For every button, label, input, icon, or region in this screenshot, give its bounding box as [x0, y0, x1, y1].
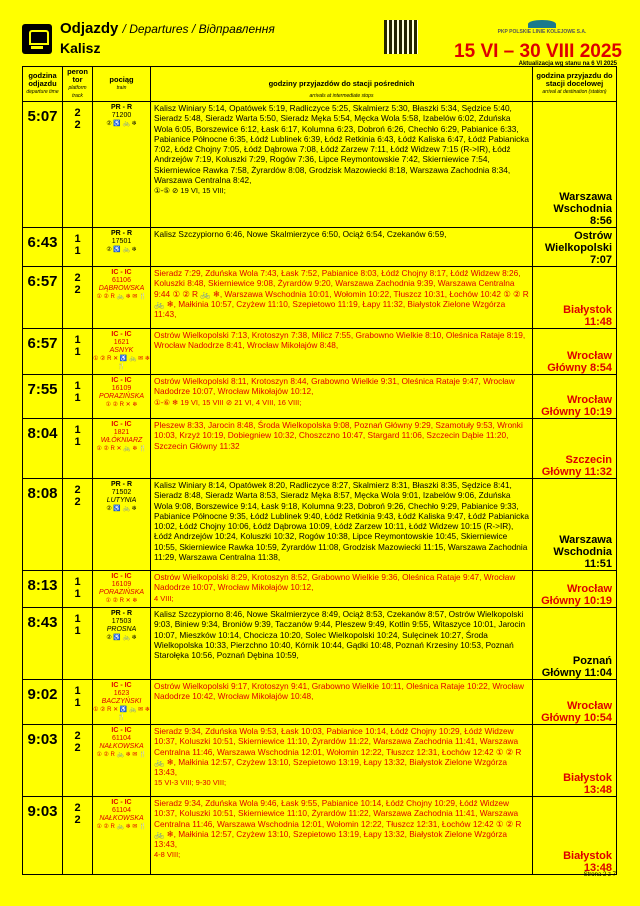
col-train: pociąg train	[93, 67, 151, 102]
intermediate-stops: Sieradz 9:34, Zduńska Wola 9:46, Łask 9:55, Pabianice 10:14, Łódź Chojny 10:29, Łódź Widzew 10:37, Koluszki 10:51, Skierniewice 11:10, Żyrardów 11:22, Warszawa Zachodnia 11:41, Warszawa Centralna 11:46, Warszawa Wschodnia 12:01, Wołomin 12:22, Tłuszcz 12:31, Łochów 12:42 ① ② R 🚲 ❄, Małkinia 12:57, Czyżew 13:10, Szepietowo 13:19, Łapy 13:32, Białystok Zielone Wzgórza 13:43, 4-8 VIII;	[151, 797, 533, 875]
timetable	[22, 66, 617, 875]
amenity-icons: ① ② R ✕ ♿ 🚲 ✉ ❄ 🍴	[93, 356, 150, 370]
intermediate-stops: Ostrów Wielkopolski 7:13, Krotoszyn 7:38, Milicz 7:55, Grabowno Wielkie 8:10, Oleśnica Rataje 8:19, Wrocław Nadodrze 8:41, Wrocław Mikołajów 8:48,	[151, 329, 533, 375]
departure-time: 6:57	[23, 329, 63, 375]
departure-time: 8:04	[23, 419, 63, 479]
destination: Szczecin Główny 11:32	[533, 419, 617, 479]
platform-track: 1 1	[63, 419, 93, 479]
service-note: 4-8 VIII;	[154, 850, 181, 860]
col-platform: peron tor platform track	[63, 67, 93, 102]
amenity-icons: ① ② R ✕ ♿ 🚲 ✉ ❄ 🍴	[93, 707, 150, 721]
amenity-icons: ① ② R ✕ 🚲 ❄ 🍴	[96, 446, 147, 452]
departure-time: 6:57	[23, 267, 63, 329]
validity-period: 15 VI – 30 VIII 2025	[454, 41, 622, 62]
destination: Warszawa Wschodnia 11:51	[533, 479, 617, 571]
amenity-icons: ① ② R 🚲 ❄ ✉ 🍴	[96, 294, 147, 300]
train-info: IC - IC 16109 PORAZIŃSKA ① ② R ✕ ❄	[93, 571, 151, 608]
departure-time: 8:13	[23, 571, 63, 608]
intermediate-stops: Kalisz Winiary 8:14, Opatówek 8:20, Radliczyce 8:27, Skalmierz 8:31, Błaszki 8:35, Sędzice 8:41, Sieradz 8:48, Sieradz Warta 8:53, Sieradz Męka 8:57, Męcka Wola 9:01, Izabelów 9:06, Zduńska Wola 9:08, Borszewice 9:14, Łask 9:18, Kolumna 9:23, Dobroń 9:26, Chechło 9:29, Pabianice 9:33, Pabianice Północne 9:35, Łódź Lublinek 9:40, Łódź Retkinia 9:43, Łódź Kaliska 9:47, Łódź Pabianicka 10:02, Łódź Chojny 10:06, Łódź Dąbrowa 10:09, Łódź Zarzew 10:11, Łódź Widzew 10:15 (R->IR), Łódź Andrzejów 10:24, Koluszki 10:32, Rogów 10:38, Lipce Reymontowskie 10:45, Skierniewice 10:55, Skierniewice Rawka 10:59, Żyrardów 11:08, Grodzisk Mazowiecki 11:15, Warszawa Zachodnia 11:29, Warszawa Centralna 11:38,	[151, 479, 533, 571]
departure-time: 8:43	[23, 608, 63, 680]
departure-row[interactable]	[23, 608, 617, 680]
amenity-icons: ① ② R ✕ ❄	[105, 402, 138, 408]
destination: Warszawa Wschodnia 8:56	[533, 102, 617, 228]
destination: Wrocław Główny 8:54	[533, 329, 617, 375]
platform-track: 2 2	[63, 797, 93, 875]
header	[22, 20, 622, 68]
departure-row[interactable]	[23, 419, 617, 479]
amenity-icons: ② ♿ 🚲 ❄	[106, 635, 137, 641]
destination: Wrocław Główny 10:54	[533, 680, 617, 725]
intermediate-stops: Ostrów Wielkopolski 8:11, Krotoszyn 8:44, Grabowno Wielkie 9:31, Oleśnica Rataje 9:47, Wrocław Nadodrze 10:07, Wrocław Mikołajów 10:12, ①-⑥ ❄ 19 VI, 15 VIII ⊘ 21 VI, 4 VIII, 16 VIII;	[151, 375, 533, 419]
destination: Wrocław Główny 10:19	[533, 571, 617, 608]
platform-track: 2 2	[63, 725, 93, 797]
train-icon	[22, 24, 52, 54]
destination: Poznań Główny 11:04	[533, 608, 617, 680]
train-info: IC - IC 61104 NAŁKOWSKA ① ② R 🚲 ❄ ✉ 🍴	[93, 725, 151, 797]
departure-time: 8:08	[23, 479, 63, 571]
platform-track: 2 2	[63, 479, 93, 571]
col-stops: godziny przyjazdów do stacji pośrednich arrivals at intermediate stops	[151, 67, 533, 102]
platform-track: 2 2	[63, 102, 93, 228]
platform-track: 1 1	[63, 608, 93, 680]
departure-row[interactable]	[23, 375, 617, 419]
departure-row[interactable]	[23, 228, 617, 267]
destination: Białystok 11:48	[533, 267, 617, 329]
intermediate-stops: Kalisz Szczypiorno 6:46, Nowe Skalmierzyce 6:50, Ociąż 6:54, Czekanów 6:59,	[151, 228, 533, 267]
qr-code-icon[interactable]	[384, 20, 418, 54]
service-note: ①-⑥ ❄ 19 VI, 15 VIII ⊘ 21 VI, 4 VIII, 16 VIII;	[154, 397, 302, 407]
train-info: IC - IC 1621 ASNYK ① ② R ✕ ♿ 🚲 ✉ ❄ 🍴	[93, 329, 151, 375]
destination: Białystok 13:48	[533, 797, 617, 875]
platform-track: 1 1	[63, 329, 93, 375]
departure-time: 9:03	[23, 797, 63, 875]
intermediate-stops: Kalisz Szczypiorno 8:46, Nowe Skalmierzyce 8:49, Ociąż 8:53, Czekanów 8:57, Ostrów Wielkopolski 9:03, Biniew 9:34, Broniów 9:39, Taczanów 9:44, Pleszew 9:49, Kotlin 9:55, Witaszyce 10:01, Jarocin 10:07, Mieszków 10:14, Chocicza 10:20, Solec Wielkopolski 10:24, Sulęcinek 10:27, Środa Wielkopolska 10:33, Pierzchno 10:40, Kórnik 10:44, Gądki 10:48, Poznań Krzesiny 10:53, Poznań Starołęka 10:56, Poznań Dębina 10:59,	[151, 608, 533, 680]
amenity-icons: ② ♿ 🚲 ❄	[106, 247, 137, 253]
departure-time: 7:55	[23, 375, 63, 419]
train-info: PR - R 71200 ② ♿ 🚲 ❄	[93, 102, 151, 228]
train-info: IC - IC 61106 DĄBROWSKA ① ② R 🚲 ❄ ✉ 🍴	[93, 267, 151, 329]
train-info: PR - R 71502 LUTYNIA ② ♿ 🚲 ❄	[93, 479, 151, 571]
platform-track: 1 1	[63, 375, 93, 419]
departure-time: 9:02	[23, 680, 63, 725]
intermediate-stops: Ostrów Wielkopolski 9:17, Krotoszyn 9:41, Grabowno Wielkie 10:11, Oleśnica Rataje 10:22, Wrocław Nadodrze 10:42, Wrocław Mikołajów 10:48,	[151, 680, 533, 725]
departure-row[interactable]	[23, 267, 617, 329]
departure-row[interactable]	[23, 571, 617, 608]
intermediate-stops: Ostrów Wielkopolski 8:29, Krotoszyn 8:52, Grabowno Wielkie 9:36, Oleśnica Rataje 9:47, Wrocław Nadodrze 10:07, Wrocław Mikołajów 10:12, 4 VIII;	[151, 571, 533, 608]
amenity-icons: ① ② R 🚲 ❄ ✉ 🍴	[96, 824, 147, 830]
col-time: godzina odjazdu departure time	[23, 67, 63, 102]
departure-row[interactable]	[23, 479, 617, 571]
intermediate-stops: Kalisz Winiary 5:14, Opatówek 5:19, Radliczyce 5:25, Skalmierz 5:30, Błaszki 5:34, Sędzice 5:40, Sieradz 5:48, Sieradz Warta 5:50, Sieradz Męka 5:54, Męcka Wola 5:58, Izabelów 6:02, Zduńska Wola 6:05, Borszewice 6:12, Łask 6:17, Kolumna 6:23, Dobroń 6:26, Chechło 6:29, Pabianice 6:33, Pabianice Północne 6:35, Łódź Lublinek 6:39, Łódź Retkinia 6:43, Łódź Kaliska 6:47, Łódź Pabianicka 7:02, Łódź Chojny 7:05, Łódź Dąbrowa 7:08, Łódź Zarzew 7:11, Łódź Widzew 7:15 (R->IR), Łódź Andrzejów 7:19, Koluszki 7:29, Rogów 7:36, Lipce Reymontowskie 7:42, Skierniewice 7:54, Skierniewice Rawka 7:58, Żyrardów 8:08, Grodzisk Mazowiecki 8:18, Warszawa Zachodnia 8:34, Warszawa Centralna 8:42, ①-⑤ ⊘ 19 VI, 15 VIII;	[151, 102, 533, 228]
amenity-icons: ① ② R 🚲 ❄ ✉ 🍴	[96, 752, 147, 758]
amenity-icons: ② ♿ 🚲 ❄	[106, 506, 137, 512]
update-note: Aktualizacja wg stanu na 6 VI 2025	[518, 61, 617, 67]
departure-row[interactable]	[23, 797, 617, 875]
page-number: Strona 2 z 7	[583, 872, 616, 878]
train-info: IC - IC 1623 BACZYŃSKI ① ② R ✕ ♿ 🚲 ✉ ❄ 🍴	[93, 680, 151, 725]
train-info: IC - IC 61104 NAŁKOWSKA ① ② R 🚲 ❄ ✉ 🍴	[93, 797, 151, 875]
departure-time: 5:07	[23, 102, 63, 228]
intermediate-stops: Sieradz 9:34, Zduńska Wola 9:53, Łask 10:03, Pabianice 10:14, Łódź Chojny 10:29, Łódź Widzew 10:37, Koluszki 10:51, Skierniewice 11:10, Żyrardów 11:22, Warszawa Zachodnia 11:41, Warszawa Centralna 11:46, Warszawa Wschodnia 12:01, Wołomin 12:22, Tłuszcz 12:31, Łochów 12:42 ① ② R 🚲 ❄, Małkinia 12:57, Czyżew 13:10, Szepietowo 13:19, Łapy 13:32, Białystok Zielone Wzgórza 13:43, 15 VI-3 VIII; 9-30 VIII;	[151, 725, 533, 797]
platform-track: 2 2	[63, 267, 93, 329]
departure-row[interactable]	[23, 725, 617, 797]
destination: Ostrów Wielkopolski 7:07	[533, 228, 617, 267]
train-info: IC - IC 16109 PORAZIŃSKA ① ② R ✕ ❄	[93, 375, 151, 419]
departure-time: 9:03	[23, 725, 63, 797]
station-name: Kalisz	[60, 40, 101, 56]
departure-time: 6:43	[23, 228, 63, 267]
train-info: PR - R 17501 ② ♿ 🚲 ❄	[93, 228, 151, 267]
service-note: ①-⑤ ⊘ 19 VI, 15 VIII;	[154, 186, 226, 196]
amenity-icons: ① ② R ✕ ❄	[105, 598, 138, 604]
platform-track: 1 1	[63, 680, 93, 725]
departure-row[interactable]	[23, 102, 617, 228]
page-title: Odjazdy / Departures / Відправлення	[60, 20, 275, 37]
destination: Białystok 13:48	[533, 725, 617, 797]
service-note: 4 VIII;	[154, 593, 174, 603]
departure-row[interactable]	[23, 329, 617, 375]
train-info: PR - R 17503 PROSNA ② ♿ 🚲 ❄	[93, 608, 151, 680]
platform-track: 1 1	[63, 571, 93, 608]
service-note: 15 VI-3 VIII; 9-30 VIII;	[154, 778, 227, 788]
col-destination: godzina przyjazdu do stacji docelowej arrival at destination (station)	[533, 67, 617, 102]
intermediate-stops: Pleszew 8:33, Jarocin 8:48, Środa Wielkopolska 9:08, Poznań Główny 9:29, Szamotuły 9:53, Wronki 10:03, Krzyż 10:19, Dobiegniew 10:32, Choszczno 10:47, Stargard 11:06, Szczecin Dąbie 11:20, Szczecin Główny 11:32	[151, 419, 533, 479]
departure-row[interactable]	[23, 680, 617, 725]
pkp-logo: PKP POLSKIE LINIE KOLEJOWE S.A.	[462, 20, 622, 35]
platform-track: 1 1	[63, 228, 93, 267]
destination: Wrocław Główny 10:19	[533, 375, 617, 419]
train-info: IC - IC 1821 WŁÓKNIARZ ① ② R ✕ 🚲 ❄ 🍴	[93, 419, 151, 479]
intermediate-stops: Sieradz 7:29, Zduńska Wola 7:43, Łask 7:52, Pabianice 8:03, Łódź Chojny 8:17, Łódź Widzew 8:26, Koluszki 8:48, Skierniewice 9:08, Żyrardów 9:20, Warszawa Zachodnia 9:39, Warszawa Centralna 9:44 ① ② R 🚲 ❄, Warszawa Wschodnia 10:01, Wołomin 10:22, Tłuszcz 10:31, Łochów 10:42 ① ② R 🚲 ❄, Małkinia 10:57, Czyżew 11:10, Szepietowo 11:19, Łapy 11:32, Białystok Zielone Wzgórza 11:43,	[151, 267, 533, 329]
amenity-icons: ② ♿ 🚲 ❄	[106, 121, 137, 127]
